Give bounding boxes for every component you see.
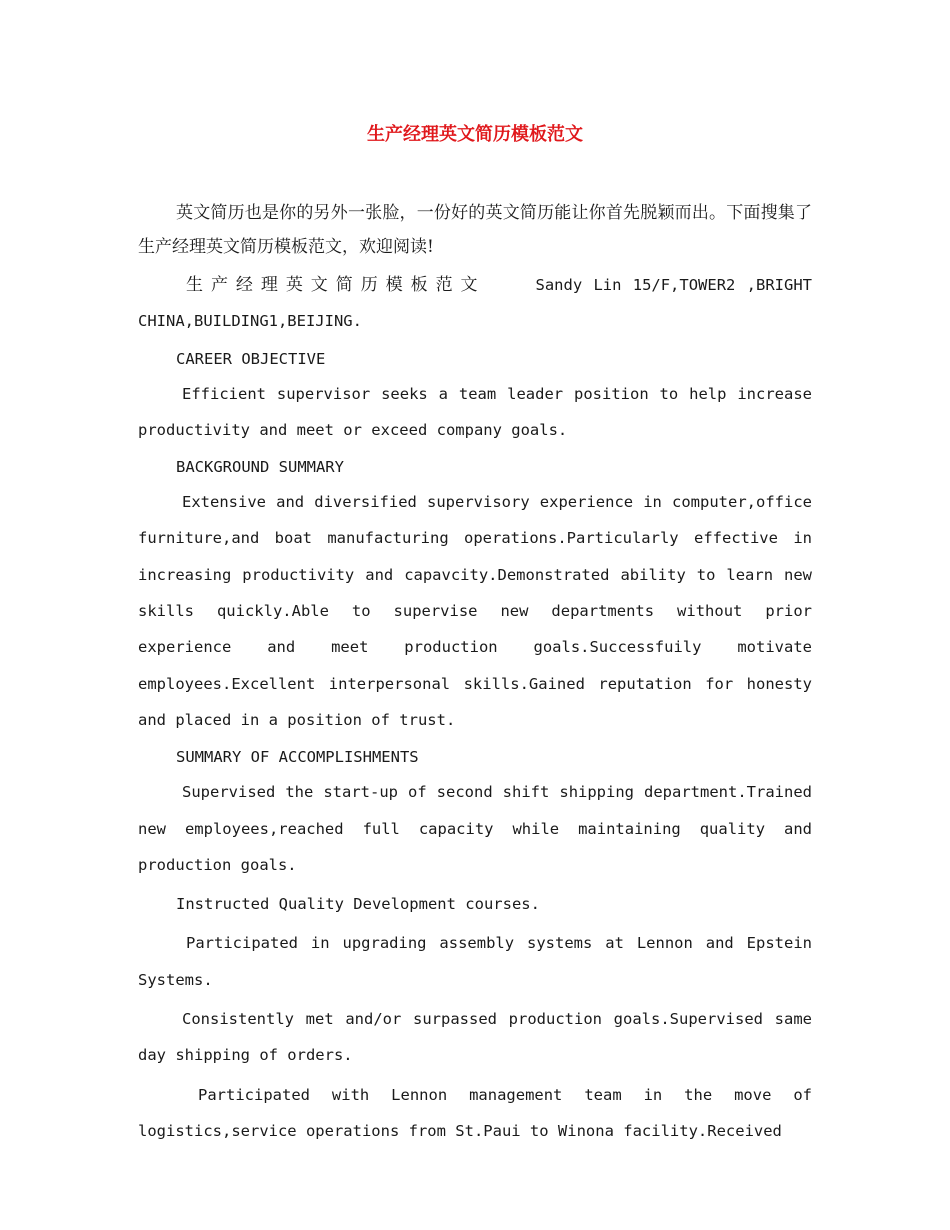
accomplishment-item-5: Participated with Lennon management team in the move of logistics,service operations from St.Paui to Winona facility.Received	[138, 1085, 812, 1140]
contact-info: Sandy Lin 15/F,TOWER2 ,BRIGHT CHINA,BUILDING1,BEIJING.	[138, 276, 812, 331]
accomplishment-item-2: Instructed Quality Development courses.	[176, 895, 540, 914]
accomplishment-item-3: Participated in upgrading assembly systems at Lennon and Epstein Systems.	[138, 934, 812, 989]
section-heading-career-objective: CAREER OBJECTIVE	[176, 349, 326, 368]
section-heading-background-summary: BACKGROUND SUMMARY	[176, 458, 344, 477]
contact-paragraph	[138, 267, 812, 340]
resume-heading-cn: 生产经理英文简历模板范文	[186, 275, 486, 295]
accomplishment-item-1: Supervised the start-up of second shift shipping department.Trained new employees,reached full capacity while maintaining quality and production goals.	[138, 783, 812, 874]
career-objective-text: Efficient supervisor seeks a team leader position to help increase productivity and meet or exceed company goals.	[138, 384, 812, 439]
section-heading-accomplishments: SUMMARY OF ACCOMPLISHMENTS	[176, 748, 419, 767]
background-summary-text: Extensive and diversified supervisory experience in computer,office furniture,and boat manufacturing operations.Particularly effective in increasing productivity and capavcity.Demonstrated ability to learn new skills quickly.Able to supervise new departments without prior experience and meet production goals.Successfuily motivate employees.Excellent interpersonal skills.Gained reputation for honesty and placed in a position of trust.	[138, 493, 812, 729]
intro-paragraph: 英文简历也是你的另外一张脸，一份好的英文简历能让你首先脱颖而出。下面搜集了生产经理英文简历模板范文，欢迎阅读!	[138, 203, 812, 257]
document-title: 生产经理英文简历模板范文	[367, 124, 583, 145]
document-body	[138, 120, 812, 1152]
accomplishment-item-4: Consistently met and/or surpassed production goals.Supervised same day shipping of orders.	[138, 1010, 812, 1065]
